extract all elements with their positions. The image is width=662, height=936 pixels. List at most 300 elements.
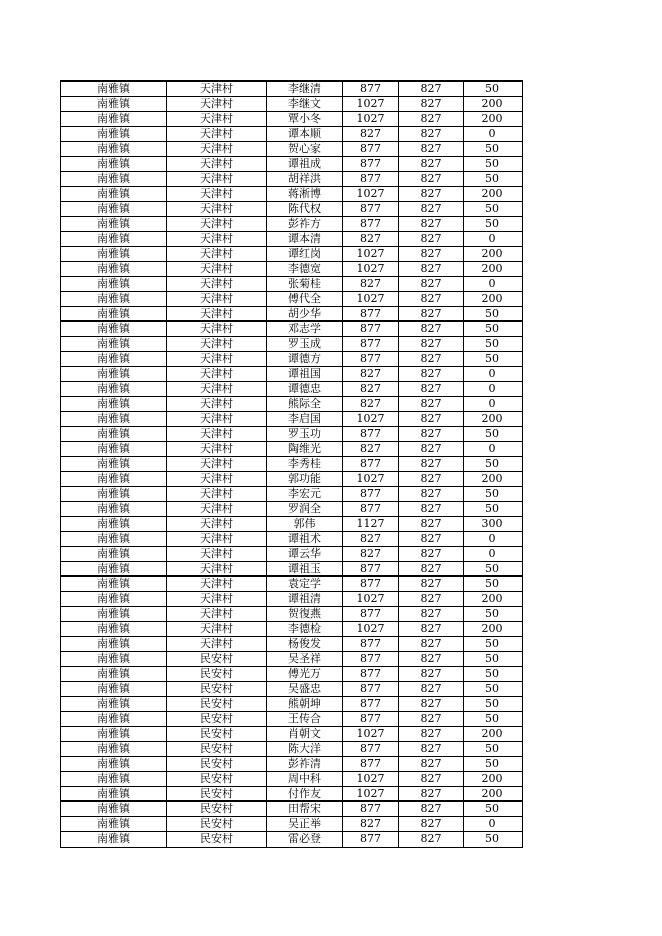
village-cell[interactable]: 民安村 <box>167 772 267 786</box>
village-cell[interactable]: 天津村 <box>167 292 267 306</box>
amount-a-cell[interactable]: 1027 <box>343 772 399 786</box>
amount-a-cell[interactable]: 877 <box>343 142 399 156</box>
town-cell[interactable]: 南雅镇 <box>61 277 167 291</box>
village-cell[interactable]: 天津村 <box>167 307 267 320</box>
village-cell[interactable]: 民安村 <box>167 832 267 847</box>
difference-cell[interactable]: 50 <box>485 712 499 725</box>
amount-b-cell[interactable]: 827 <box>399 112 464 126</box>
name-cell[interactable]: 蒋淅博 <box>267 187 343 201</box>
difference-cell[interactable]: 50 <box>485 667 499 680</box>
difference-cell[interactable]: 50 <box>485 217 499 230</box>
village-cell[interactable]: 天津村 <box>167 112 267 126</box>
village-cell[interactable]: 民安村 <box>167 817 267 831</box>
amount-a-cell[interactable]: 827 <box>343 532 399 546</box>
amount-b-cell[interactable]: 827 <box>399 667 464 681</box>
amount-a-cell[interactable]: 877 <box>343 337 399 351</box>
amount-b-cell[interactable]: 827 <box>399 757 464 771</box>
amount-a-cell[interactable]: 877 <box>343 457 399 471</box>
amount-b-cell[interactable]: 827 <box>399 682 464 696</box>
village-cell[interactable]: 天津村 <box>167 367 267 381</box>
difference-cell[interactable]: 50 <box>485 172 499 185</box>
amount-a-cell[interactable]: 877 <box>343 742 399 756</box>
name-cell[interactable]: 傅光万 <box>267 667 343 681</box>
amount-a-cell[interactable]: 877 <box>343 82 399 96</box>
town-cell[interactable]: 南雅镇 <box>61 232 167 246</box>
village-cell[interactable]: 天津村 <box>167 322 267 336</box>
amount-b-cell[interactable]: 827 <box>399 97 464 111</box>
name-cell[interactable]: 周中科 <box>267 772 343 786</box>
name-cell[interactable]: 谭祖玉 <box>267 562 343 575</box>
town-cell[interactable]: 南雅镇 <box>61 442 167 456</box>
name-cell[interactable]: 傅代全 <box>267 292 343 306</box>
amount-b-cell[interactable]: 827 <box>399 232 464 246</box>
town-cell[interactable]: 南雅镇 <box>61 187 167 201</box>
amount-a-cell[interactable]: 827 <box>343 232 399 246</box>
difference-cell[interactable]: 200 <box>481 622 503 635</box>
town-cell[interactable]: 南雅镇 <box>61 472 167 486</box>
amount-a-cell[interactable]: 1027 <box>343 247 399 261</box>
amount-a-cell[interactable]: 877 <box>343 172 399 186</box>
name-cell[interactable]: 陈大洋 <box>267 742 343 756</box>
name-cell[interactable]: 谭红岗 <box>267 247 343 261</box>
name-cell[interactable]: 吴正举 <box>267 817 343 831</box>
name-cell[interactable]: 田帮宋 <box>267 802 343 816</box>
name-cell[interactable]: 胡少华 <box>267 307 343 320</box>
town-cell[interactable]: 南雅镇 <box>61 532 167 546</box>
amount-b-cell[interactable]: 827 <box>399 292 464 306</box>
town-cell[interactable]: 南雅镇 <box>61 667 167 681</box>
difference-cell[interactable]: 50 <box>485 322 499 335</box>
name-cell[interactable]: 谭祖清 <box>267 592 343 606</box>
village-cell[interactable]: 天津村 <box>167 187 267 201</box>
difference-cell[interactable]: 0 <box>488 397 496 410</box>
name-cell[interactable]: 吴圣祥 <box>267 652 343 666</box>
name-cell[interactable]: 谭德方 <box>267 352 343 366</box>
difference-cell[interactable]: 200 <box>481 412 503 425</box>
name-cell[interactable]: 胡祥洪 <box>267 172 343 186</box>
amount-a-cell[interactable]: 1027 <box>343 262 399 276</box>
village-cell[interactable]: 天津村 <box>167 127 267 141</box>
amount-b-cell[interactable]: 827 <box>399 787 464 800</box>
amount-b-cell[interactable]: 827 <box>399 472 464 486</box>
amount-a-cell[interactable]: 1027 <box>343 187 399 201</box>
town-cell[interactable]: 南雅镇 <box>61 157 167 171</box>
name-cell[interactable]: 张菊桂 <box>267 277 343 291</box>
town-cell[interactable]: 南雅镇 <box>61 82 167 96</box>
village-cell[interactable]: 天津村 <box>167 382 267 396</box>
amount-a-cell[interactable]: 1027 <box>343 412 399 426</box>
village-cell[interactable]: 天津村 <box>167 457 267 471</box>
town-cell[interactable]: 南雅镇 <box>61 652 167 666</box>
amount-b-cell[interactable]: 827 <box>399 577 464 591</box>
village-cell[interactable]: 天津村 <box>167 412 267 426</box>
name-cell[interactable]: 肖朝文 <box>267 727 343 741</box>
amount-b-cell[interactable]: 827 <box>399 562 464 575</box>
difference-cell[interactable]: 50 <box>485 202 499 215</box>
village-cell[interactable]: 天津村 <box>167 547 267 561</box>
village-cell[interactable]: 天津村 <box>167 592 267 606</box>
amount-b-cell[interactable]: 827 <box>399 712 464 726</box>
difference-cell[interactable]: 200 <box>481 472 503 485</box>
name-cell[interactable]: 陈代权 <box>267 202 343 216</box>
amount-a-cell[interactable]: 1027 <box>343 97 399 111</box>
difference-cell[interactable]: 50 <box>485 337 499 350</box>
amount-b-cell[interactable]: 827 <box>399 127 464 141</box>
name-cell[interactable]: 谭祖国 <box>267 367 343 381</box>
difference-cell[interactable]: 50 <box>485 82 499 95</box>
town-cell[interactable]: 南雅镇 <box>61 517 167 531</box>
amount-a-cell[interactable]: 1027 <box>343 112 399 126</box>
town-cell[interactable]: 南雅镇 <box>61 577 167 591</box>
town-cell[interactable]: 南雅镇 <box>61 367 167 381</box>
name-cell[interactable]: 郭功能 <box>267 472 343 486</box>
name-cell[interactable]: 谭祖成 <box>267 157 343 171</box>
difference-cell[interactable]: 300 <box>481 517 503 530</box>
village-cell[interactable]: 天津村 <box>167 262 267 276</box>
difference-cell[interactable]: 0 <box>488 532 496 545</box>
name-cell[interactable]: 谭本顺 <box>267 127 343 141</box>
town-cell[interactable]: 南雅镇 <box>61 592 167 606</box>
town-cell[interactable]: 南雅镇 <box>61 547 167 561</box>
village-cell[interactable]: 天津村 <box>167 622 267 636</box>
village-cell[interactable]: 天津村 <box>167 247 267 261</box>
name-cell[interactable]: 熊朝坤 <box>267 697 343 711</box>
town-cell[interactable]: 南雅镇 <box>61 742 167 756</box>
village-cell[interactable]: 天津村 <box>167 202 267 216</box>
town-cell[interactable]: 南雅镇 <box>61 172 167 186</box>
amount-b-cell[interactable]: 827 <box>399 187 464 201</box>
difference-cell[interactable]: 0 <box>488 127 496 140</box>
amount-a-cell[interactable]: 1127 <box>343 517 399 531</box>
name-cell[interactable]: 李德宽 <box>267 262 343 276</box>
amount-b-cell[interactable]: 827 <box>399 487 464 501</box>
amount-b-cell[interactable]: 827 <box>399 742 464 756</box>
town-cell[interactable]: 南雅镇 <box>61 427 167 441</box>
village-cell[interactable]: 天津村 <box>167 562 267 575</box>
difference-cell[interactable]: 0 <box>488 232 496 245</box>
town-cell[interactable]: 南雅镇 <box>61 382 167 396</box>
village-cell[interactable]: 天津村 <box>167 352 267 366</box>
village-cell[interactable]: 天津村 <box>167 637 267 651</box>
village-cell[interactable]: 天津村 <box>167 397 267 411</box>
town-cell[interactable]: 南雅镇 <box>61 322 167 336</box>
village-cell[interactable]: 民安村 <box>167 802 267 816</box>
village-cell[interactable]: 天津村 <box>167 607 267 621</box>
amount-a-cell[interactable]: 877 <box>343 712 399 726</box>
town-cell[interactable]: 南雅镇 <box>61 112 167 126</box>
town-cell[interactable]: 南雅镇 <box>61 202 167 216</box>
amount-a-cell[interactable]: 877 <box>343 157 399 171</box>
amount-a-cell[interactable]: 1027 <box>343 787 399 800</box>
name-cell[interactable]: 王传合 <box>267 712 343 726</box>
amount-b-cell[interactable]: 827 <box>399 697 464 711</box>
town-cell[interactable]: 南雅镇 <box>61 832 167 847</box>
amount-a-cell[interactable]: 1027 <box>343 472 399 486</box>
difference-cell[interactable]: 200 <box>481 97 503 110</box>
village-cell[interactable]: 天津村 <box>167 577 267 591</box>
amount-a-cell[interactable]: 877 <box>343 652 399 666</box>
village-cell[interactable]: 天津村 <box>167 442 267 456</box>
difference-cell[interactable]: 50 <box>485 652 499 665</box>
town-cell[interactable]: 南雅镇 <box>61 802 167 816</box>
name-cell[interactable]: 袁定学 <box>267 577 343 591</box>
town-cell[interactable]: 南雅镇 <box>61 622 167 636</box>
amount-a-cell[interactable]: 877 <box>343 352 399 366</box>
difference-cell[interactable]: 50 <box>485 487 499 500</box>
village-cell[interactable]: 天津村 <box>167 217 267 231</box>
town-cell[interactable]: 南雅镇 <box>61 682 167 696</box>
amount-a-cell[interactable]: 877 <box>343 682 399 696</box>
amount-a-cell[interactable]: 827 <box>343 382 399 396</box>
name-cell[interactable]: 谭云华 <box>267 547 343 561</box>
village-cell[interactable]: 天津村 <box>167 277 267 291</box>
difference-cell[interactable]: 50 <box>485 682 499 695</box>
amount-a-cell[interactable]: 877 <box>343 202 399 216</box>
name-cell[interactable]: 李启国 <box>267 412 343 426</box>
amount-a-cell[interactable]: 877 <box>343 577 399 591</box>
amount-b-cell[interactable]: 827 <box>399 397 464 411</box>
amount-b-cell[interactable]: 827 <box>399 832 464 847</box>
town-cell[interactable]: 南雅镇 <box>61 247 167 261</box>
village-cell[interactable]: 民安村 <box>167 697 267 711</box>
name-cell[interactable]: 谭本清 <box>267 232 343 246</box>
difference-cell[interactable]: 50 <box>485 157 499 170</box>
village-cell[interactable]: 民安村 <box>167 757 267 771</box>
name-cell[interactable]: 李宏元 <box>267 487 343 501</box>
difference-cell[interactable]: 50 <box>485 352 499 365</box>
town-cell[interactable]: 南雅镇 <box>61 757 167 771</box>
village-cell[interactable]: 民安村 <box>167 682 267 696</box>
difference-cell[interactable]: 50 <box>485 562 499 575</box>
difference-cell[interactable]: 50 <box>485 607 499 620</box>
amount-a-cell[interactable]: 877 <box>343 667 399 681</box>
amount-b-cell[interactable]: 827 <box>399 412 464 426</box>
amount-b-cell[interactable]: 827 <box>399 217 464 231</box>
difference-cell[interactable]: 0 <box>488 367 496 380</box>
difference-cell[interactable]: 0 <box>488 547 496 560</box>
village-cell[interactable]: 天津村 <box>167 157 267 171</box>
amount-b-cell[interactable]: 827 <box>399 817 464 831</box>
difference-cell[interactable]: 0 <box>488 817 496 830</box>
village-cell[interactable]: 民安村 <box>167 652 267 666</box>
difference-cell[interactable]: 50 <box>485 502 499 515</box>
amount-a-cell[interactable]: 877 <box>343 502 399 516</box>
difference-cell[interactable]: 200 <box>481 292 503 305</box>
difference-cell[interactable]: 50 <box>485 757 499 770</box>
town-cell[interactable]: 南雅镇 <box>61 772 167 786</box>
amount-b-cell[interactable]: 827 <box>399 262 464 276</box>
amount-a-cell[interactable]: 827 <box>343 442 399 456</box>
amount-a-cell[interactable]: 877 <box>343 562 399 575</box>
town-cell[interactable]: 南雅镇 <box>61 127 167 141</box>
difference-cell[interactable]: 0 <box>488 382 496 395</box>
village-cell[interactable]: 天津村 <box>167 517 267 531</box>
town-cell[interactable]: 南雅镇 <box>61 637 167 651</box>
name-cell[interactable]: 陶维光 <box>267 442 343 456</box>
name-cell[interactable]: 雷必登 <box>267 832 343 847</box>
difference-cell[interactable]: 200 <box>481 727 503 740</box>
name-cell[interactable]: 付作友 <box>267 787 343 800</box>
amount-a-cell[interactable]: 877 <box>343 802 399 816</box>
amount-b-cell[interactable]: 827 <box>399 142 464 156</box>
village-cell[interactable]: 天津村 <box>167 487 267 501</box>
name-cell[interactable]: 贺復燕 <box>267 607 343 621</box>
town-cell[interactable]: 南雅镇 <box>61 607 167 621</box>
village-cell[interactable]: 天津村 <box>167 97 267 111</box>
village-cell[interactable]: 民安村 <box>167 727 267 741</box>
amount-b-cell[interactable]: 827 <box>399 157 464 171</box>
town-cell[interactable]: 南雅镇 <box>61 502 167 516</box>
name-cell[interactable]: 李继文 <box>267 97 343 111</box>
difference-cell[interactable]: 200 <box>481 112 503 125</box>
difference-cell[interactable]: 200 <box>481 262 503 275</box>
amount-a-cell[interactable]: 827 <box>343 397 399 411</box>
amount-b-cell[interactable]: 827 <box>399 202 464 216</box>
amount-a-cell[interactable]: 1027 <box>343 622 399 636</box>
town-cell[interactable]: 南雅镇 <box>61 817 167 831</box>
amount-a-cell[interactable]: 827 <box>343 547 399 561</box>
name-cell[interactable]: 覃小冬 <box>267 112 343 126</box>
amount-b-cell[interactable]: 827 <box>399 352 464 366</box>
name-cell[interactable]: 谭祖术 <box>267 532 343 546</box>
amount-a-cell[interactable]: 1027 <box>343 592 399 606</box>
difference-cell[interactable]: 50 <box>485 832 499 845</box>
difference-cell[interactable]: 50 <box>485 697 499 710</box>
name-cell[interactable]: 李德检 <box>267 622 343 636</box>
name-cell[interactable]: 罗润全 <box>267 502 343 516</box>
difference-cell[interactable]: 50 <box>485 577 499 590</box>
village-cell[interactable]: 天津村 <box>167 142 267 156</box>
amount-a-cell[interactable]: 827 <box>343 817 399 831</box>
difference-cell[interactable]: 50 <box>485 307 499 320</box>
town-cell[interactable]: 南雅镇 <box>61 217 167 231</box>
village-cell[interactable]: 民安村 <box>167 667 267 681</box>
village-cell[interactable]: 天津村 <box>167 502 267 516</box>
difference-cell[interactable]: 0 <box>488 442 496 455</box>
amount-b-cell[interactable]: 827 <box>399 367 464 381</box>
difference-cell[interactable]: 0 <box>488 277 496 290</box>
amount-a-cell[interactable]: 877 <box>343 832 399 847</box>
name-cell[interactable]: 李继清 <box>267 82 343 96</box>
name-cell[interactable]: 罗玉成 <box>267 337 343 351</box>
amount-b-cell[interactable]: 827 <box>399 307 464 320</box>
amount-b-cell[interactable]: 827 <box>399 247 464 261</box>
amount-b-cell[interactable]: 827 <box>399 322 464 336</box>
amount-b-cell[interactable]: 827 <box>399 637 464 651</box>
name-cell[interactable]: 彭祚清 <box>267 757 343 771</box>
amount-b-cell[interactable]: 827 <box>399 82 464 96</box>
town-cell[interactable]: 南雅镇 <box>61 292 167 306</box>
amount-b-cell[interactable]: 827 <box>399 652 464 666</box>
difference-cell[interactable]: 50 <box>485 427 499 440</box>
town-cell[interactable]: 南雅镇 <box>61 307 167 320</box>
amount-b-cell[interactable]: 827 <box>399 547 464 561</box>
amount-a-cell[interactable]: 877 <box>343 322 399 336</box>
village-cell[interactable]: 天津村 <box>167 232 267 246</box>
amount-b-cell[interactable]: 827 <box>399 772 464 786</box>
amount-b-cell[interactable]: 827 <box>399 337 464 351</box>
amount-b-cell[interactable]: 827 <box>399 622 464 636</box>
town-cell[interactable]: 南雅镇 <box>61 712 167 726</box>
difference-cell[interactable]: 50 <box>485 802 499 815</box>
amount-a-cell[interactable]: 877 <box>343 697 399 711</box>
difference-cell[interactable]: 50 <box>485 637 499 650</box>
town-cell[interactable]: 南雅镇 <box>61 697 167 711</box>
amount-b-cell[interactable]: 827 <box>399 277 464 291</box>
village-cell[interactable]: 天津村 <box>167 82 267 96</box>
name-cell[interactable]: 贺心家 <box>267 142 343 156</box>
town-cell[interactable]: 南雅镇 <box>61 487 167 501</box>
town-cell[interactable]: 南雅镇 <box>61 352 167 366</box>
town-cell[interactable]: 南雅镇 <box>61 262 167 276</box>
town-cell[interactable]: 南雅镇 <box>61 412 167 426</box>
name-cell[interactable]: 邓志学 <box>267 322 343 336</box>
town-cell[interactable]: 南雅镇 <box>61 457 167 471</box>
town-cell[interactable]: 南雅镇 <box>61 142 167 156</box>
amount-b-cell[interactable]: 827 <box>399 382 464 396</box>
name-cell[interactable]: 杨俊发 <box>267 637 343 651</box>
amount-a-cell[interactable]: 877 <box>343 217 399 231</box>
amount-a-cell[interactable]: 877 <box>343 637 399 651</box>
amount-b-cell[interactable]: 827 <box>399 592 464 606</box>
amount-b-cell[interactable]: 827 <box>399 607 464 621</box>
name-cell[interactable]: 李秀桂 <box>267 457 343 471</box>
amount-a-cell[interactable]: 1027 <box>343 727 399 741</box>
difference-cell[interactable]: 50 <box>485 142 499 155</box>
amount-b-cell[interactable]: 827 <box>399 442 464 456</box>
village-cell[interactable]: 民安村 <box>167 742 267 756</box>
difference-cell[interactable]: 200 <box>481 187 503 200</box>
amount-a-cell[interactable]: 877 <box>343 757 399 771</box>
amount-a-cell[interactable]: 877 <box>343 607 399 621</box>
amount-b-cell[interactable]: 827 <box>399 532 464 546</box>
village-cell[interactable]: 天津村 <box>167 532 267 546</box>
difference-cell[interactable]: 200 <box>481 247 503 260</box>
amount-b-cell[interactable]: 827 <box>399 802 464 816</box>
name-cell[interactable]: 熊际全 <box>267 397 343 411</box>
town-cell[interactable]: 南雅镇 <box>61 562 167 575</box>
difference-cell[interactable]: 50 <box>485 457 499 470</box>
town-cell[interactable]: 南雅镇 <box>61 97 167 111</box>
amount-a-cell[interactable]: 877 <box>343 427 399 441</box>
town-cell[interactable]: 南雅镇 <box>61 337 167 351</box>
difference-cell[interactable]: 200 <box>481 772 503 785</box>
village-cell[interactable]: 民安村 <box>167 787 267 800</box>
amount-a-cell[interactable]: 827 <box>343 367 399 381</box>
amount-b-cell[interactable]: 827 <box>399 502 464 516</box>
village-cell[interactable]: 天津村 <box>167 337 267 351</box>
difference-cell[interactable]: 50 <box>485 742 499 755</box>
amount-a-cell[interactable]: 1027 <box>343 292 399 306</box>
name-cell[interactable]: 郭伟 <box>267 517 343 531</box>
difference-cell[interactable]: 200 <box>481 592 503 605</box>
name-cell[interactable]: 吴盛忠 <box>267 682 343 696</box>
amount-b-cell[interactable]: 827 <box>399 427 464 441</box>
name-cell[interactable]: 谭德忠 <box>267 382 343 396</box>
amount-a-cell[interactable]: 827 <box>343 277 399 291</box>
amount-b-cell[interactable]: 827 <box>399 172 464 186</box>
amount-a-cell[interactable]: 827 <box>343 127 399 141</box>
town-cell[interactable]: 南雅镇 <box>61 397 167 411</box>
amount-a-cell[interactable]: 877 <box>343 307 399 320</box>
name-cell[interactable]: 罗玉功 <box>267 427 343 441</box>
village-cell[interactable]: 民安村 <box>167 712 267 726</box>
amount-b-cell[interactable]: 827 <box>399 727 464 741</box>
amount-b-cell[interactable]: 827 <box>399 457 464 471</box>
town-cell[interactable]: 南雅镇 <box>61 727 167 741</box>
name-cell[interactable]: 彭祚方 <box>267 217 343 231</box>
village-cell[interactable]: 天津村 <box>167 427 267 441</box>
